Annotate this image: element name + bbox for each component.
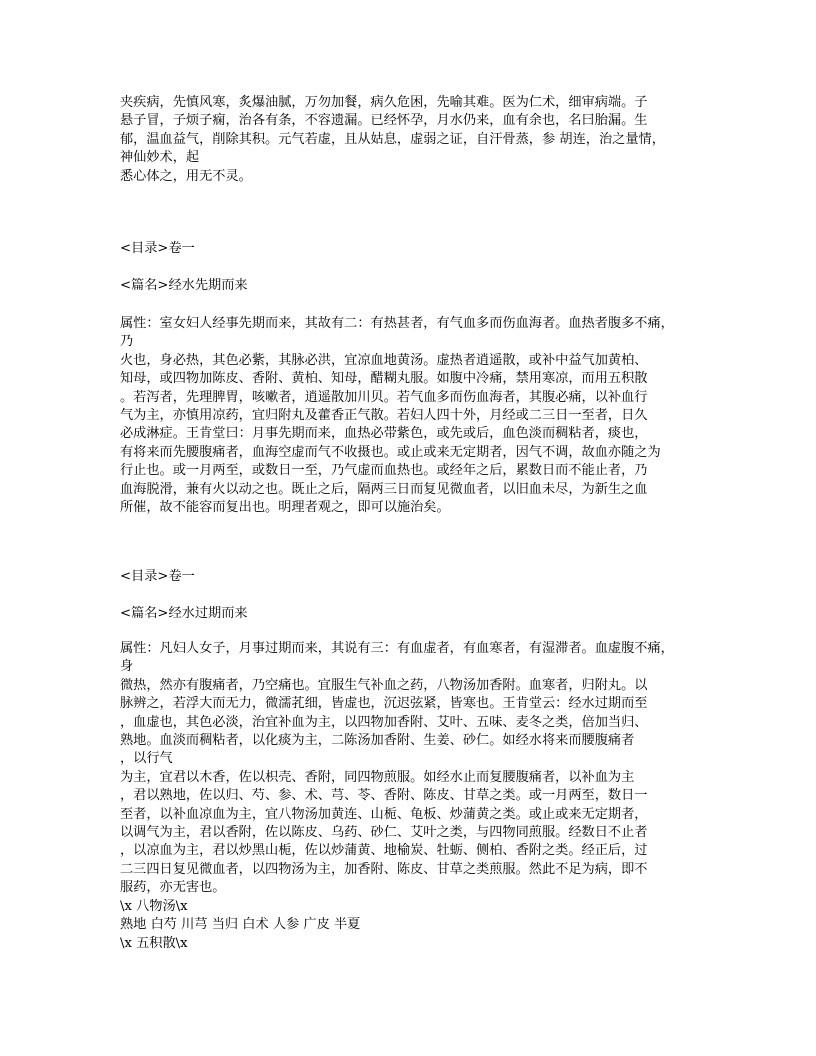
text-line: 熟地。血淡而稠粘者，以化痰为主，二陈汤加香附、生姜、砂仁。如经水将来而腰腹痛者 bbox=[120, 733, 635, 749]
ingredient-list: 熟地 白芍 川芎 当归 白术 人参 广皮 半夏 bbox=[120, 917, 361, 933]
section-body bbox=[120, 315, 674, 517]
text-line: 行止也。或一月两至，或数日一至，乃气虚而血热也。或经年之后，累数日而不能止者，乃 bbox=[120, 463, 648, 479]
text-line: 知母，或四物加陈皮、香附、黄柏、知母，醋糊丸服。如腹中冷痛，禁用寒凉，而用五积散 bbox=[120, 371, 648, 387]
text-line: 。若泻者，先理脾胃，咳嗽者，逍遥散加川贝。若气血多而伤血海者，其腹必痛，以补血行 bbox=[120, 389, 648, 405]
text-line: 有将来而先腰腹痛者，血海空虚而气不收摄也。或止或来无定期者，因气不调，故血亦随之为 bbox=[120, 444, 661, 460]
section-body bbox=[120, 640, 674, 953]
text-line: 二三四日复见微血者，以四物汤为主，加香附、陈皮、甘草之类煎服。然此不足为病，即不 bbox=[120, 861, 648, 877]
text-line: 郁，温血益气，削除其积。元气若虚，且从姑息，虚弱之证，自汗骨蒸，参 胡连，治之量情， bbox=[120, 131, 665, 147]
chapter-title: <篇名>经水先期而来 bbox=[120, 278, 248, 293]
text-line: 气为主，亦慎用凉药，宜归附丸及藿香正气散。若妇人四十外，月经或二三日一至者，日久 bbox=[120, 408, 648, 424]
text-line: 夹疾病，先慎风寒，炙爆油腻，万勿加餐，病久危困，先喻其难。医为仁术，细审病端。子 bbox=[120, 95, 648, 110]
text-line: 必成淋症。王肯堂曰：月事先期而来，血热必带紫色，或先或后，血色淡而稠粘者，痰也， bbox=[120, 426, 648, 442]
intro-paragraph bbox=[120, 94, 665, 186]
catalog-heading: <目录>卷一 bbox=[120, 569, 195, 584]
text-line: 悉心体之，用无不灵。 bbox=[120, 168, 252, 184]
text-line: 所催，故不能容而复出也。明理者观之，即可以施治矣。 bbox=[120, 500, 450, 516]
text-line: 微热，然亦有腹痛者，乃空痛也。宜服生气补血之药，八物汤加香附。血寒者，归附丸。以 bbox=[120, 677, 648, 693]
text-line: ，血虚也，其色必淡，治宜补血为主，以四物加香附、艾叶、五味、麦冬之类，倍加当归、 bbox=[120, 714, 648, 730]
catalog-heading: <目录>卷一 bbox=[120, 241, 195, 256]
text-line: 火也，身必热，其色必紫，其脉必洪，宜凉血地黄汤。虚热者逍遥散，或补中益气加黄柏、 bbox=[120, 352, 648, 368]
formula-name: \x 八物汤\x bbox=[120, 898, 188, 914]
text-line: 悬子冒，子烦子痫，治各有条，不容遗漏。已经怀孕，月水仍来，血有余也，名曰胎漏。生 bbox=[120, 113, 648, 129]
text-line: 以调气为主，君以香附，佐以陈皮、乌药、砂仁、艾叶之类，与四物同煎服。经数日不止者 bbox=[120, 825, 648, 841]
formula-name: \x 五积散\x bbox=[120, 935, 188, 951]
text-line: 神仙妙术，起 bbox=[120, 150, 200, 166]
text-line: 属性：凡妇人女子，月事过期而来，其说有三：有血虚者，有血寒者，有湿滞者。血虚腹不痛， bbox=[120, 641, 674, 656]
text-line: 身 bbox=[120, 659, 134, 675]
text-line: 血海脱滑，兼有火以动之也。既止之后，隔两三日而复见微血者，以旧血未尽，为新生之血 bbox=[120, 481, 648, 497]
text-line: 至者，以补血凉血为主，宜八物汤加黄连、山栀、龟板、炒蒲黄之类。或止或来无定期者， bbox=[120, 806, 648, 822]
text-line: 为主，宜君以木香，佐以枳壳、香附，同四物煎服。如经水止而复腰腹痛者，以补血为主 bbox=[120, 769, 635, 785]
text-line: 服药，亦无害也。 bbox=[120, 880, 226, 896]
text-line: 乃 bbox=[120, 334, 134, 350]
text-line: ，君以熟地，佐以归、芍、参、术、芎、苓、香附、陈皮、甘草之类。或一月两至，数日一 bbox=[120, 788, 648, 804]
text-line: ，以凉血为主，君以炒黑山栀，佐以炒蒲黄、地榆炭、牡蛎、侧柏、香附之类。经正后，过 bbox=[120, 843, 648, 859]
text-line: ，以行气 bbox=[120, 751, 173, 767]
text-line: 属性：室女妇人经事先期而来，其故有二：有热甚者，有气血多而伤血海者。血热者腹多不痛， bbox=[120, 316, 674, 331]
chapter-title: <篇名>经水过期而来 bbox=[120, 606, 248, 621]
text-line: 脉辨之，若浮大而无力，微濡芤细，皆虚也，沉迟弦紧，皆寒也。王肯堂云：经水过期而至 bbox=[120, 696, 648, 712]
